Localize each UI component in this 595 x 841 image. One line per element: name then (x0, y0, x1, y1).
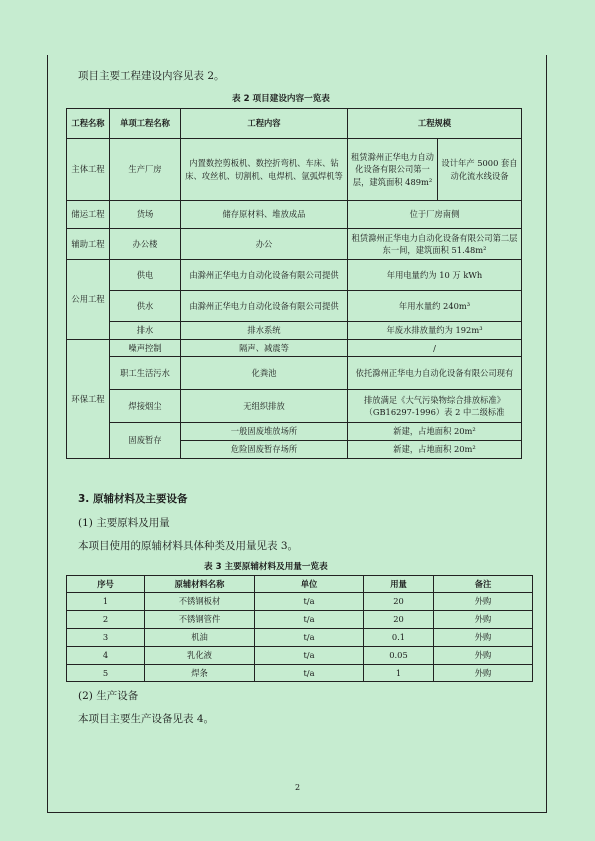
header-cell: 序号 (67, 576, 145, 593)
content-cell: 无组织排放 (181, 390, 348, 423)
cell: 外购 (434, 629, 533, 647)
cell: 乳化液 (145, 647, 255, 665)
category-cell: 辅助工程 (67, 229, 110, 260)
category-cell: 环保工程 (67, 340, 110, 459)
table-row (67, 423, 522, 441)
name-cell: 职工生活污水 (110, 357, 181, 390)
content-cell: 排水系统 (181, 322, 348, 340)
cell: 20 (364, 593, 434, 611)
table-header-row (67, 109, 522, 139)
scale-cell: 设计年产 5000 套自动化流水线设备 (438, 139, 522, 201)
header-cell: 原辅材料名称 (145, 576, 255, 593)
cell: 不锈钢管件 (145, 611, 255, 629)
table-row (67, 593, 533, 611)
cell: 20 (364, 611, 434, 629)
name-cell: 办公楼 (110, 229, 181, 260)
content-cell: 一般固废堆放场所 (181, 423, 348, 441)
cell: 5 (67, 665, 145, 682)
subsection-heading: (2) 生产设备 (78, 690, 139, 702)
scale-cell: 位于厂房南侧 (348, 201, 522, 229)
materials-table (66, 575, 533, 682)
name-cell: 生产厂房 (110, 139, 181, 201)
content-cell: 化粪池 (181, 357, 348, 390)
cell: 0.05 (364, 647, 434, 665)
subsection-heading: (1) 主要原料及用量 (78, 517, 170, 529)
cell: 外购 (434, 593, 533, 611)
cell: t/a (255, 611, 364, 629)
cell: 1 (67, 593, 145, 611)
content-cell: 由滁州正华电力自动化设备有限公司提供 (181, 260, 348, 291)
scale-cell: 年用电量约为 10 万 kWh (348, 260, 522, 291)
name-cell: 固废暂存 (110, 423, 181, 459)
name-cell: 排水 (110, 322, 181, 340)
name-cell: 货场 (110, 201, 181, 229)
header-cell: 工程名称 (67, 109, 110, 139)
scale-cell: / (348, 340, 522, 357)
cell: 3 (67, 629, 145, 647)
cell: 外购 (434, 647, 533, 665)
header-cell: 工程规模 (348, 109, 522, 139)
header-cell: 备注 (434, 576, 533, 593)
cell: t/a (255, 593, 364, 611)
scale-cell: 年用水量约 240m³ (348, 291, 522, 322)
cell: t/a (255, 629, 364, 647)
name-cell: 供水 (110, 291, 181, 322)
cell: 机油 (145, 629, 255, 647)
project-content-table (66, 108, 522, 459)
table-row (67, 260, 522, 291)
table-row (67, 390, 522, 423)
table-row (67, 201, 522, 229)
name-cell: 供电 (110, 260, 181, 291)
cell: 2 (67, 611, 145, 629)
scale-cell: 租赁滁州正华电力自动化设备有限公司第二层东一间，建筑面积 51.48m² (348, 229, 522, 260)
cell: 不锈钢板材 (145, 593, 255, 611)
cell: 4 (67, 647, 145, 665)
header-cell: 单位 (255, 576, 364, 593)
cell: t/a (255, 647, 364, 665)
content-cell: 隔声、减震等 (181, 340, 348, 357)
header-cell: 工程内容 (181, 109, 348, 139)
content-cell: 由滁州正华电力自动化设备有限公司提供 (181, 291, 348, 322)
table-row (67, 139, 522, 201)
content-cell: 储存原材料、堆放成品 (181, 201, 348, 229)
table-row (67, 340, 522, 357)
scale-cell: 依托滁州正华电力自动化设备有限公司现有 (348, 357, 522, 390)
table3-caption: 表 3 主要原辅材料及用量一览表 (204, 562, 328, 572)
scale-cell: 新建，占地面积 20m² (348, 423, 522, 441)
table-row (67, 291, 522, 322)
category-cell: 储运工程 (67, 201, 110, 229)
cell: 外购 (434, 611, 533, 629)
table-row (67, 357, 522, 390)
table-row (67, 611, 533, 629)
table-row (67, 647, 533, 665)
table-row (67, 629, 533, 647)
intro-paragraph: 项目主要工程建设内容见表 2。 (78, 70, 225, 82)
scale-cell: 排放满足《大气污染物综合排放标准》（GB16297-1996）表 2 中二级标准 (348, 390, 522, 423)
table-row (67, 229, 522, 260)
cell: t/a (255, 665, 364, 682)
cell: 外购 (434, 665, 533, 682)
table-row (67, 322, 522, 340)
section-heading: 3. 原辅材料及主要设备 (78, 493, 188, 505)
table2-caption: 表 2 项目建设内容一览表 (232, 94, 330, 104)
content-cell: 办公 (181, 229, 348, 260)
cell: 0.1 (364, 629, 434, 647)
scale-cell: 租赁滁州正华电力自动化设备有限公司第一层，建筑面积 489m² (348, 139, 438, 201)
cell: 1 (364, 665, 434, 682)
content-cell: 内置数控剪板机、数控折弯机、车床、钻床、攻丝机、切割机、电焊机、氩弧焊机等 (181, 139, 348, 201)
header-cell: 用量 (364, 576, 434, 593)
paragraph: 本项目主要生产设备见表 4。 (78, 713, 215, 725)
page-number: 2 (294, 783, 301, 792)
category-cell: 公用工程 (67, 260, 110, 340)
name-cell: 噪声控制 (110, 340, 181, 357)
scale-cell: 年废水排放量约为 192m³ (348, 322, 522, 340)
cell: 焊条 (145, 665, 255, 682)
category-cell: 主体工程 (67, 139, 110, 201)
header-cell: 单项工程名称 (110, 109, 181, 139)
table-header-row (67, 576, 533, 593)
paragraph: 本项目使用的原辅材料具体种类及用量见表 3。 (78, 540, 299, 552)
scale-cell: 新建，占地面积 20m² (348, 441, 522, 459)
name-cell: 焊接烟尘 (110, 390, 181, 423)
table-row (67, 665, 533, 682)
content-cell: 危险固废暂存场所 (181, 441, 348, 459)
